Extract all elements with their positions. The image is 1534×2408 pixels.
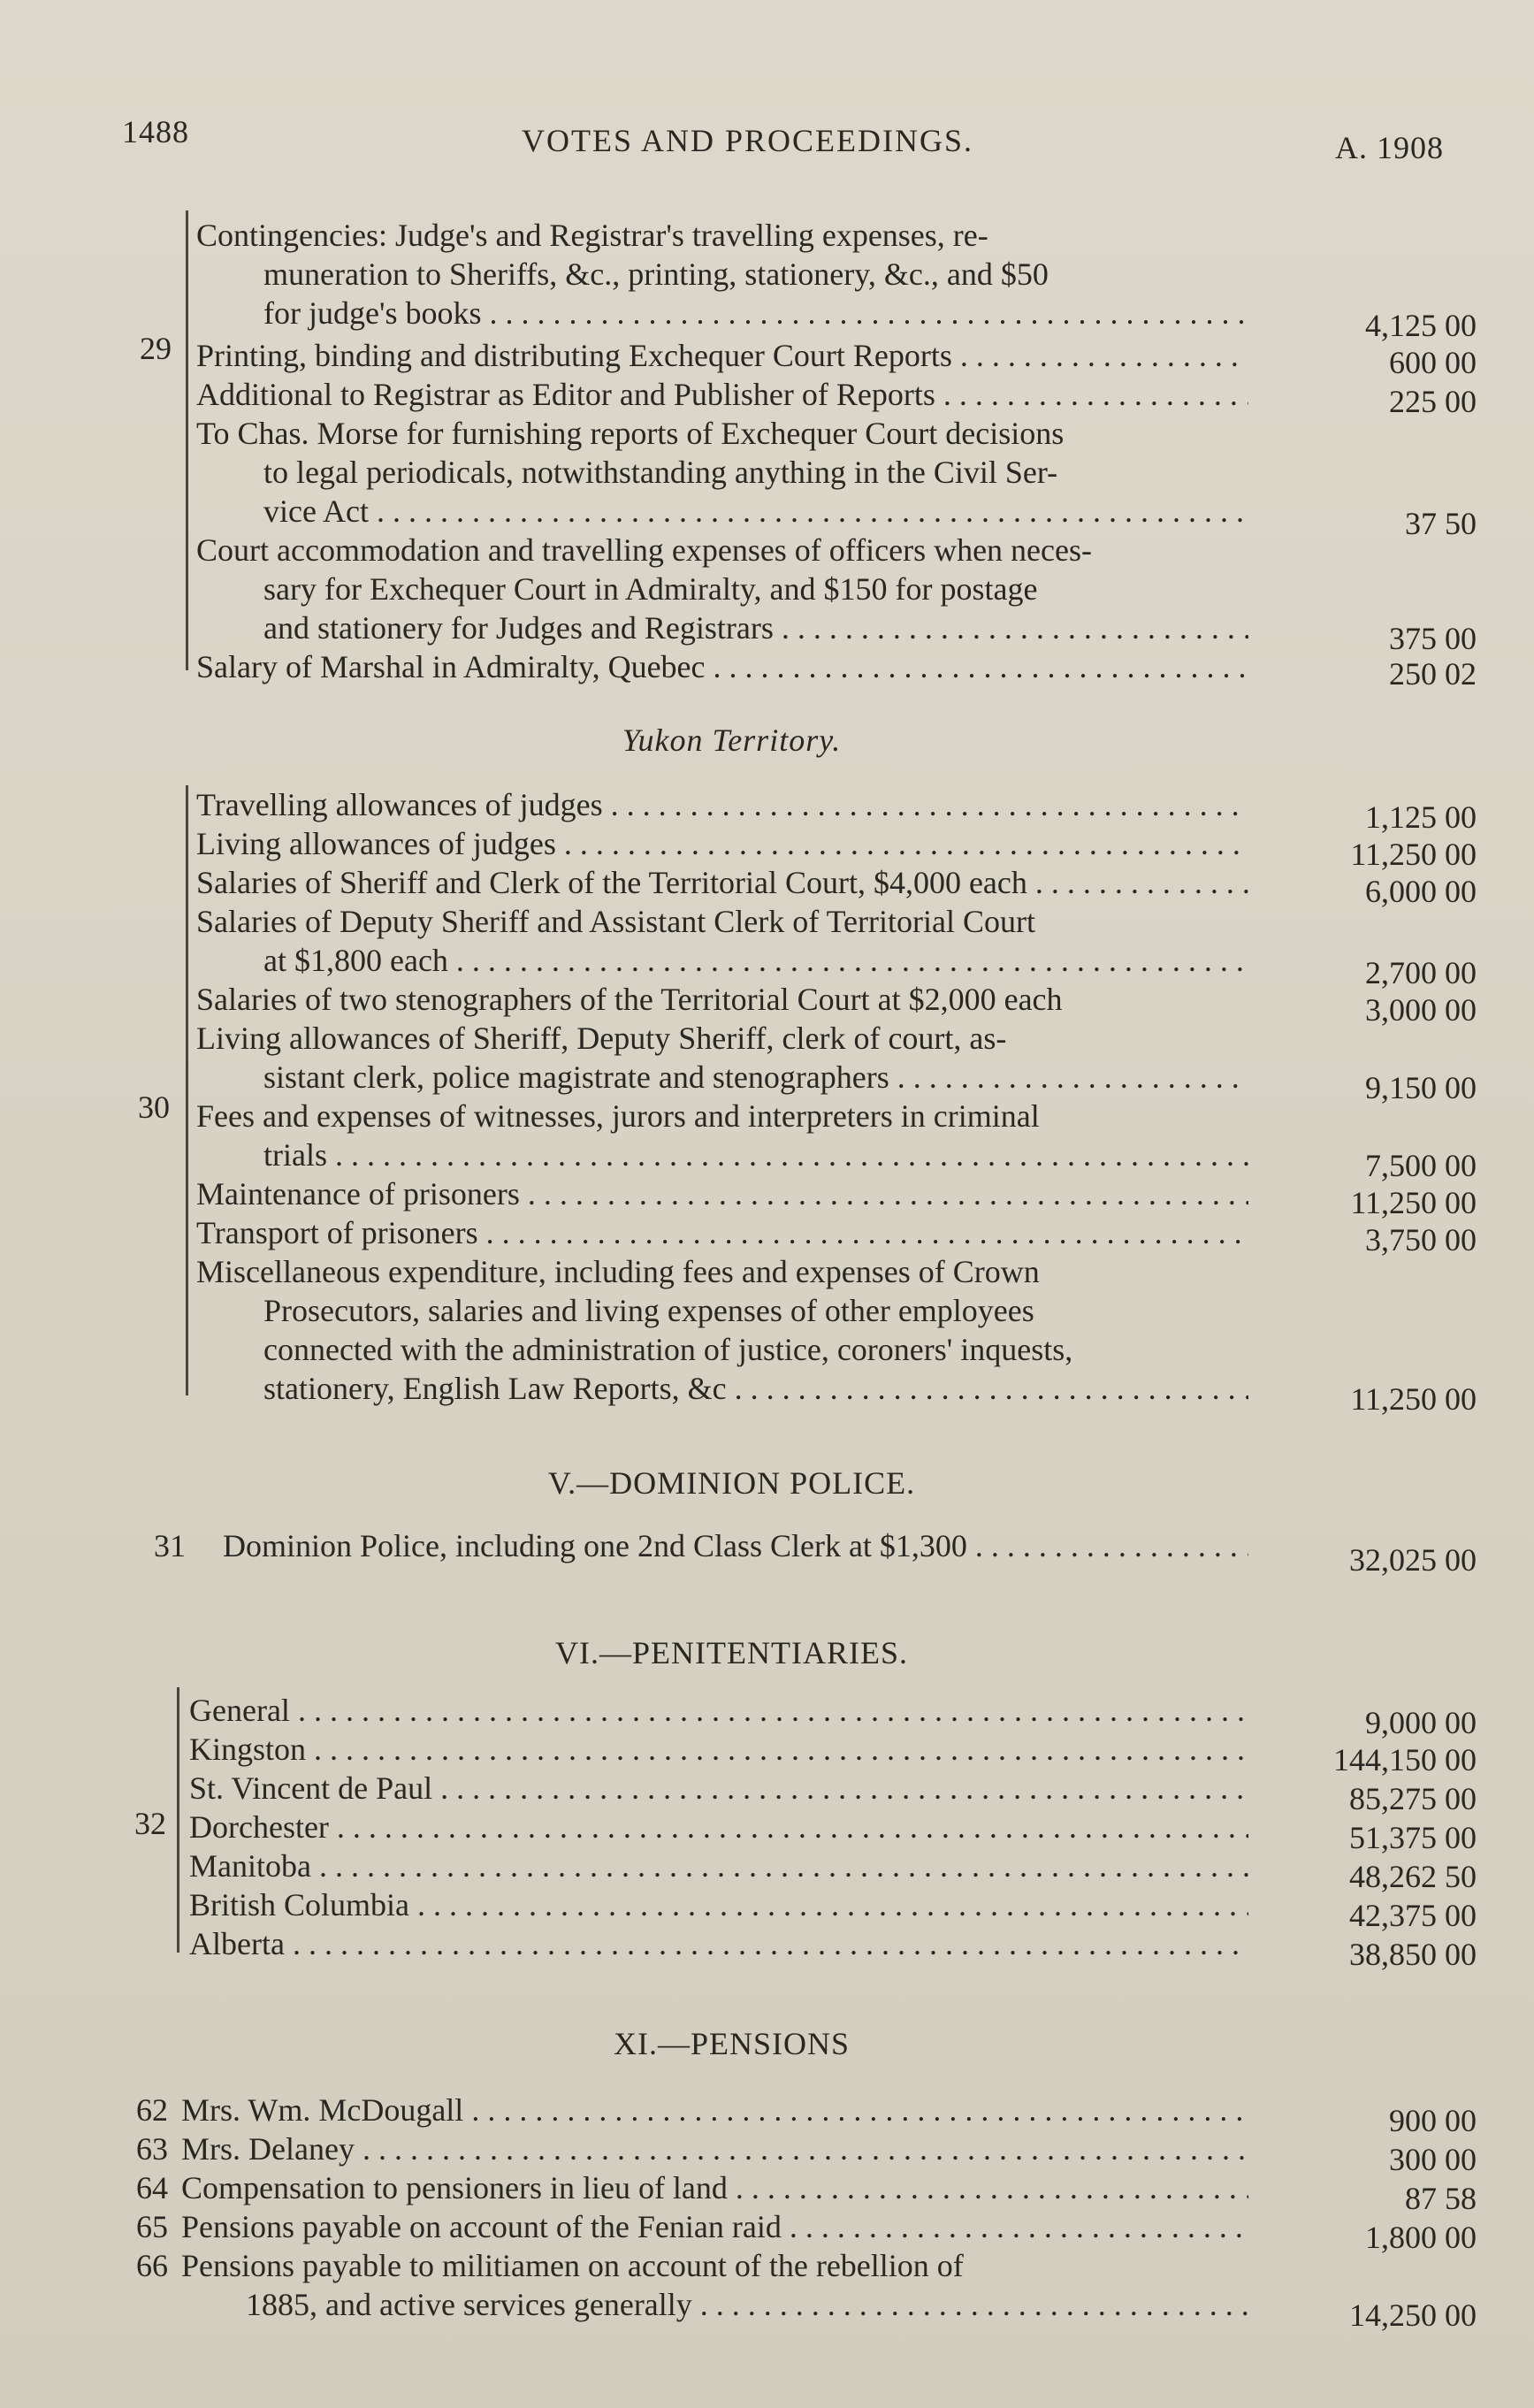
section-title-penitentiaries: VI.—PENITENTIARIES. [555, 1635, 908, 1670]
vote-32-brace [177, 1687, 188, 1953]
amount: 11,250 00 [1350, 1381, 1477, 1417]
amount: 300 00 [1389, 2142, 1477, 2177]
section-title-pensions: XI.—PENSIONS [613, 2026, 851, 2061]
amount: 87 58 [1405, 2181, 1477, 2216]
vote-31-number: 31 [154, 1528, 186, 1563]
amount: 38,850 00 [1349, 1937, 1477, 1972]
amount: 32,025 00 [1349, 1542, 1477, 1578]
amount: 2,700 00 [1365, 955, 1477, 990]
document-page: 1488 VOTES AND PROCEEDINGS. A. 1908 29 Contingencies: Judge's and Registrar's travelling expenses, re- muneration to Sheriffs, &c., printing, stationery, &c., and $50 for judge's books . . . 4,125 00 Printing, binding and distributing Exchequer Court Reports . . . 600 00 Additional to Registrar as Editor and Publisher of Reports . . . 225 00 To Chas. Morse for furnishing reports of Exchequer Court decisions to legal periodicals, notwithstanding anything in the Civil Ser- vice Act . . . 37 50 Court accommodation and travelling expenses of officers when neces- sary for Exchequer Court in Admiralty, and $150 for postage and stationery for Judges and Registrars . . . 375 00 Salary of Marshal in Admiralty, Quebec . . . 250 02 Yukon Territory. 30 Travelling allowances of judges . . . 1,125 00 Living allowances of judges . . . 11,250 00 Salaries of Sheriff and Clerk of the Territorial Court, $4,000 each . . . 6,000 00 Salaries of Deputy Sheriff and Assistant Clerk of Territorial Court at $1,800 each . . . 2,700 00 Salaries of two stenographers of the Territorial Court at $2,000 each 3,000 00 Living allowances of Sheriff, Deputy Sheriff, clerk of court, as- sistant clerk, police magistrate and stenographers . . . 9,150 00 Fees and expenses of witnesses, jurors and interpreters in criminal trials . . . 7,500 00 Maintenance of prisoners . . . 11,250 00 Transport of prisoners . . . 3,750 00 Miscellaneous expenditure, including fees and expenses of Crown Prosecutors, salaries and living expenses of other employees connected with the administration of justice, coroners' inquests, stationery, English Law Reports, &c . . . 11,250 00 V.—DOMINION POLICE. 31 Dominion Police, including one 2nd Class Clerk at $1,300 . . . 32,025 00 VI.—PENITENTIARIES. 32 General . . . 9,000 00 Kingston . . . 144,150 00 St. Vincent de Paul . . . 85,275 00 Dorchester . . . 51,375 00 Manitoba . . . 48,262 50 British Columbia . . . 42,375 00 Alberta . . . 38,850 00 XI.—PENSIONS 62 Mrs. Wm. McDougall . . . 900 00 63 Mrs. Delaney . . . 300 00 64 Compensation to pensioners in lieu of land . . . 87 58 65 Pensions payable on account of the Fenian raid . . . 1,800 00 66 Pensions payable to militiamen on account of the rebellion of 1885, and active services generally . . . 14,250 00 [0, 0, 1534, 2408]
amount: 4,125 00 [1365, 308, 1477, 343]
amount: 3,000 00 [1365, 992, 1477, 1028]
amount: 6,000 00 [1365, 874, 1477, 909]
vote-29-number: 29 [140, 331, 172, 366]
amount: 144,150 00 [1333, 1742, 1477, 1777]
amount: 1,800 00 [1365, 2220, 1477, 2255]
amount: 9,000 00 [1365, 1705, 1477, 1740]
amount: 250 02 [1389, 656, 1477, 692]
vote-30-number: 30 [138, 1089, 170, 1125]
amount: 11,250 00 [1350, 837, 1477, 872]
running-head [0, 113, 1534, 165]
amount: 14,250 00 [1349, 2297, 1477, 2333]
amount: 51,375 00 [1349, 1820, 1477, 1855]
amount: 42,375 00 [1349, 1898, 1477, 1933]
amount: 375 00 [1389, 621, 1477, 656]
amount: 48,262 50 [1349, 1859, 1477, 1894]
amount: 7,500 00 [1365, 1148, 1477, 1183]
amount: 11,250 00 [1350, 1185, 1477, 1220]
vote-32-number: 32 [134, 1806, 166, 1841]
amount: 9,150 00 [1365, 1070, 1477, 1105]
amount: 37 50 [1405, 506, 1477, 541]
amount: 900 00 [1389, 2103, 1477, 2138]
amount: 85,275 00 [1349, 1781, 1477, 1816]
amount: 3,750 00 [1365, 1222, 1477, 1258]
amount: 1,125 00 [1365, 799, 1477, 835]
page-title: VOTES AND PROCEEDINGS. [522, 123, 974, 158]
page-number: 1488 [122, 114, 189, 149]
section-title-police: V.—DOMINION POLICE. [547, 1465, 916, 1501]
amount: 600 00 [1389, 345, 1477, 380]
year-label: A. 1908 [1335, 130, 1444, 165]
amount: 225 00 [1389, 384, 1477, 419]
section-title-yukon: Yukon Territory. [622, 722, 842, 758]
